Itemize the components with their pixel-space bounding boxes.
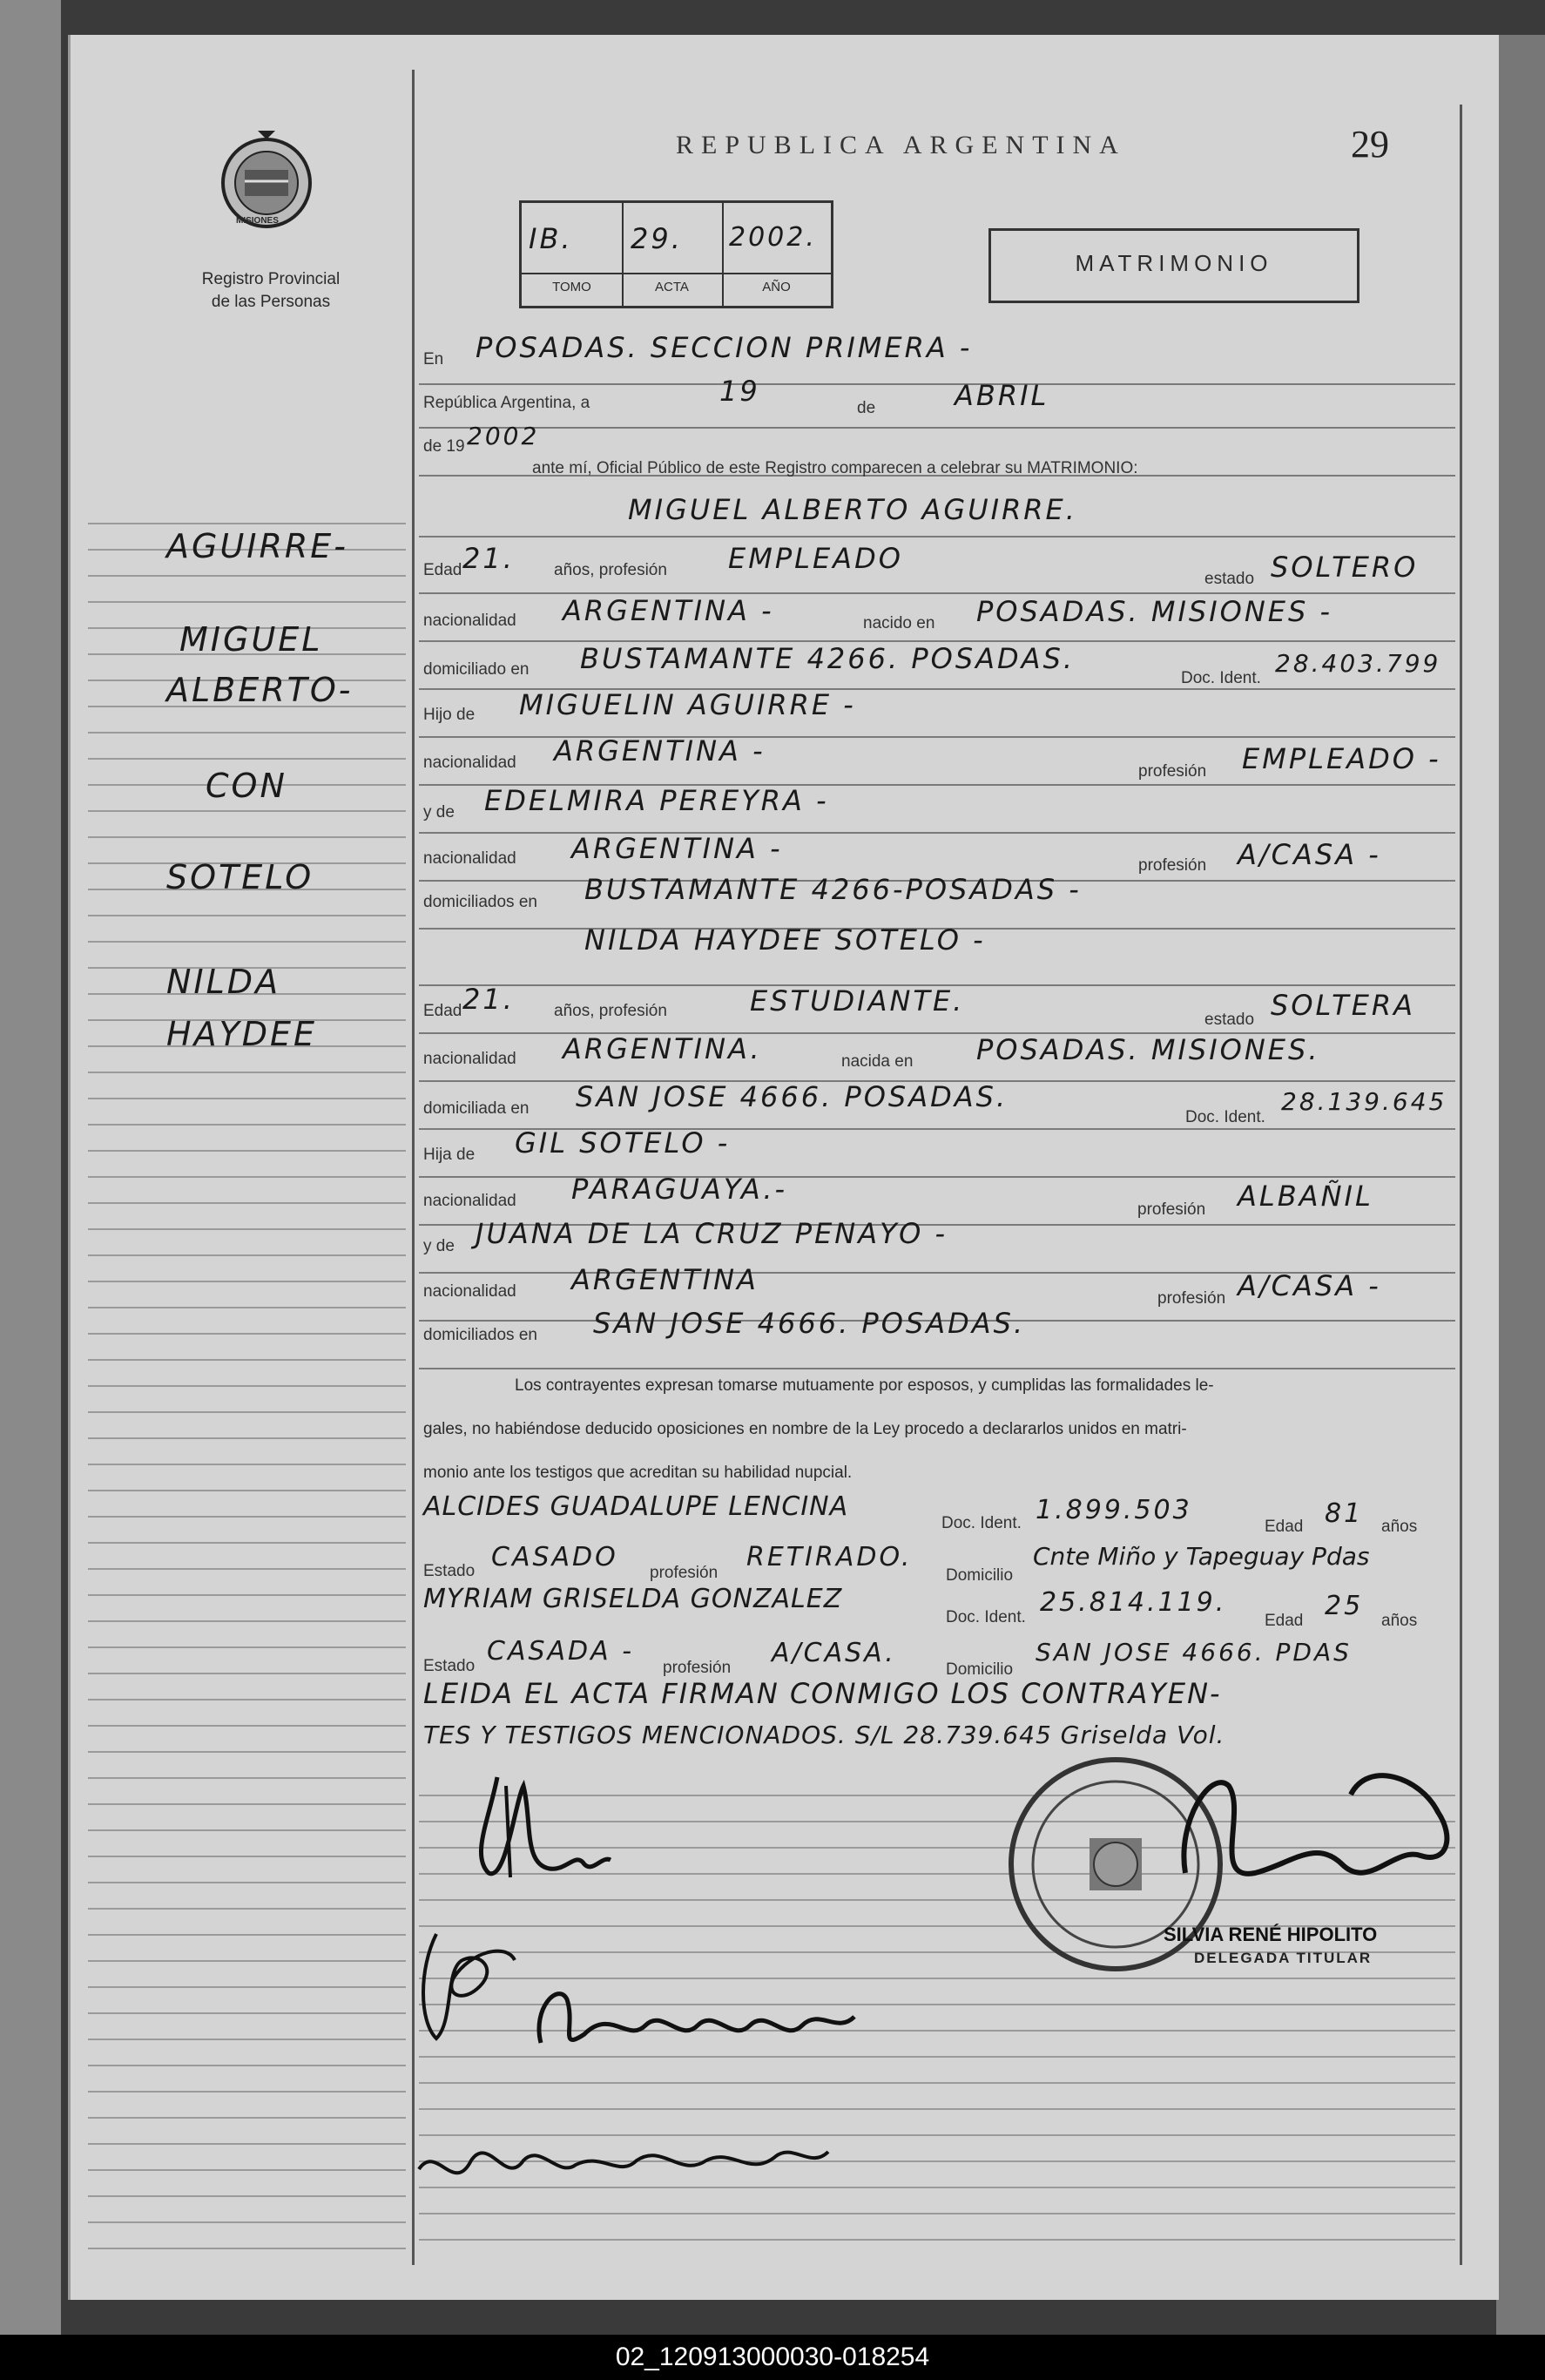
bride-full-name: NILDA HAYDEE SOTELO - <box>584 923 986 957</box>
witness2-label-domicilio: Domicilio <box>946 1660 1014 1679</box>
margin-conjunction: CON <box>206 767 287 805</box>
ruled-line <box>88 1777 406 1779</box>
groom-parents-address: BUSTAMANTE 4266-POSADAS - <box>584 873 1082 906</box>
official-signature <box>1142 1742 1473 1934</box>
bride-label-domiciliados: domiciliados en <box>423 1326 537 1344</box>
bride-birthplace: POSADAS. MISIONES. <box>976 1033 1320 1066</box>
ruled-line <box>88 575 406 577</box>
ruled-line <box>88 1333 406 1335</box>
groom-mother-label-prof: profesión <box>1138 856 1207 875</box>
ano-value: 2002. <box>729 222 817 253</box>
ruled-line <box>88 1490 406 1491</box>
ruled-line <box>88 1359 406 1361</box>
witness2-label-anos: años <box>1381 1612 1418 1630</box>
groom-marital-status: SOLTERO <box>1271 551 1419 584</box>
label-republica: República Argentina, a <box>423 394 590 412</box>
ruled-line <box>88 601 406 603</box>
bride-label-nacida: nacida en <box>841 1052 914 1071</box>
ruled-line <box>88 1699 406 1700</box>
witness1-label-estado: Estado <box>423 1562 476 1580</box>
official-stamp-role: DELEGADA TITULAR <box>1194 1950 1373 1966</box>
bride-doc: 28.139.645 <box>1281 1087 1447 1116</box>
ruled-line <box>88 1281 406 1282</box>
ruled-line <box>88 941 406 943</box>
groom-address: BUSTAMANTE 4266. POSADAS. <box>580 642 1076 675</box>
bride-label-doc: Doc. Ident. <box>1185 1108 1265 1126</box>
bride-label-hija: Hija de <box>423 1146 476 1164</box>
groom-label-doc: Doc. Ident. <box>1181 669 1261 687</box>
bride-marital-status: SOLTERA <box>1271 989 1416 1022</box>
ruled-line <box>88 1646 406 1648</box>
declaration-line2: gales, no habiéndose deducido oposiciones en nombre de la Ley procedo a declararlos unidos en matri- <box>423 1420 1187 1438</box>
bride-label-estado: estado <box>1204 1011 1255 1029</box>
groom-label-domicilio: domiciliado en <box>423 660 530 679</box>
tomo-value: IB. <box>529 222 573 255</box>
groom-father-nationality: ARGENTINA - <box>554 734 766 767</box>
margin-given-bride-1: NILDA <box>166 963 281 1001</box>
ruled-line <box>88 1150 406 1152</box>
bride-label-y-de: y de <box>423 1237 455 1255</box>
signature-groom <box>436 1768 663 1890</box>
ruled-line <box>419 383 1455 385</box>
witness1-label-doc: Doc. Ident. <box>941 1514 1022 1532</box>
ruled-line <box>419 2239 1455 2241</box>
ruled-line <box>88 1934 406 1936</box>
ruled-line <box>88 1098 406 1099</box>
intro-month: ABRIL <box>955 379 1049 412</box>
groom-label-anos: años, profesión <box>554 561 667 579</box>
bride-father-nationality: PARAGUAYA.- <box>571 1173 788 1206</box>
groom-birthplace: POSADAS. MISIONES - <box>976 595 1333 628</box>
bride-mother-nationality: ARGENTINA <box>571 1263 759 1296</box>
ruled-line <box>88 1594 406 1596</box>
groom-mother-nationality: ARGENTINA - <box>571 832 783 865</box>
groom-nationality: ARGENTINA - <box>563 594 774 627</box>
country-heading: REPUBLICA ARGENTINA <box>676 131 1126 159</box>
ruled-line <box>88 1986 406 1988</box>
tomo-label: TOMO <box>552 280 591 294</box>
ruled-line <box>88 732 406 734</box>
ruled-line <box>88 758 406 760</box>
witness2-profession: A/CASA. <box>772 1638 896 1668</box>
label-de: de <box>857 399 876 417</box>
label-de-year: de 19 <box>423 437 465 456</box>
groom-label-edad: Edad <box>423 561 462 579</box>
ruled-line <box>88 1620 406 1622</box>
ruled-line <box>88 1568 406 1570</box>
ruled-line <box>88 2169 406 2171</box>
ruled-line <box>88 1385 406 1387</box>
ruled-line <box>419 2213 1455 2214</box>
witness1-name: ALCIDES GUADALUPE LENCINA <box>423 1491 849 1522</box>
groom-label-estado: estado <box>1204 570 1255 588</box>
signature-witness2 <box>401 2117 837 2213</box>
ruled-line <box>88 2195 406 2197</box>
bride-label-anos: años, profesión <box>554 1002 667 1020</box>
provincial-seal <box>219 131 314 235</box>
ruled-line <box>88 1072 406 1073</box>
seal-caption: MISIONES <box>236 216 279 226</box>
bride-father-profession: ALBAÑIL <box>1238 1180 1373 1213</box>
ruled-line <box>88 810 406 812</box>
groom-doc: 28.403.799 <box>1275 649 1441 678</box>
registry-name-line2: de las Personas <box>211 293 331 311</box>
witness1-label-anos: años <box>1381 1518 1418 1536</box>
groom-father-label-nat: nacionalidad <box>423 754 516 772</box>
groom-label-nacido: nacido en <box>863 614 935 632</box>
ruled-line <box>88 1673 406 1674</box>
image-id-caption: 02_120913000030-018254 <box>615 2343 930 2371</box>
margin-surname-groom: AGUIRRE- <box>166 527 348 565</box>
groom-mother: EDELMIRA PEREYRA - <box>484 784 829 817</box>
witness1-profession: RETIRADO. <box>746 1542 913 1572</box>
ruled-line <box>88 836 406 838</box>
record-type: MATRIMONIO <box>1075 250 1273 276</box>
ruled-line <box>88 1908 406 1910</box>
record-type-box <box>988 228 1359 303</box>
declaration-line3: monio ante los testigos que acreditan su habilidad nupcial. <box>423 1464 853 1482</box>
ruled-line <box>88 1856 406 1857</box>
witness2-name: MYRIAM GRISELDA GONZALEZ <box>423 1584 843 1614</box>
registry-name <box>166 268 375 314</box>
ruled-line <box>419 2082 1455 2084</box>
bride-label-domiciliada: domiciliada en <box>423 1099 530 1118</box>
ruled-line <box>88 2012 406 2014</box>
ruled-line <box>88 1516 406 1518</box>
witness1-label-prof: profesión <box>650 1564 719 1582</box>
ruled-line <box>88 1751 406 1753</box>
witness1-age: 81 <box>1325 1498 1364 1529</box>
witness2-label-edad: Edad <box>1265 1612 1304 1630</box>
groom-label-nacionalidad: nacionalidad <box>423 612 516 630</box>
ruled-line <box>88 2143 406 2145</box>
ruled-line <box>88 1437 406 1439</box>
intro-year: 2002 <box>467 422 540 450</box>
page-edge-shadow <box>1496 35 1545 2335</box>
ruled-line <box>88 1202 406 1204</box>
witness2-doc: 25.814.119. <box>1040 1587 1227 1618</box>
groom-father-label-prof: profesión <box>1138 762 1207 781</box>
intro-ante-text: ante mí, Oficial Público de este Registro comparecen a celebrar su MATRIMONIO: <box>532 459 1138 477</box>
witness1-doc: 1.899.503 <box>1036 1495 1192 1525</box>
ruled-line <box>88 1307 406 1308</box>
bride-label-edad: Edad <box>423 1002 462 1020</box>
closing-line2: TES Y TESTIGOS MENCIONADOS. S/L 28.739.645 Griselda Vol. <box>423 1721 1225 1749</box>
bride-father-label-prof: profesión <box>1137 1200 1206 1219</box>
ruled-line <box>88 1228 406 1230</box>
bride-mother: JUANA DE LA CRUZ PENAYO - <box>476 1217 948 1250</box>
ruled-line <box>88 1829 406 1831</box>
groom-label-hijo: Hijo de <box>423 706 476 724</box>
groom-label-domiciliados: domiciliados en <box>423 893 537 911</box>
intro-place: POSADAS. SECCION PRIMERA - <box>476 331 973 364</box>
signature-witness1 <box>506 1973 872 2069</box>
acta-value: 29. <box>631 222 683 255</box>
bride-mother-label-nat: nacionalidad <box>423 1282 516 1301</box>
bride-age: 21. <box>462 983 515 1016</box>
bride-mother-label-prof: profesión <box>1157 1289 1226 1308</box>
register-page <box>68 35 1499 2300</box>
margin-given-groom-1: MIGUEL <box>179 620 323 659</box>
bride-parents-address: SAN JOSE 4666. POSADAS. <box>593 1307 1026 1340</box>
registry-name-line1: Registro Provincial <box>201 270 341 288</box>
ruled-line <box>88 915 406 916</box>
ruled-line <box>88 1803 406 1805</box>
ruled-line <box>88 1960 406 1962</box>
official-stamp-name: SILVIA RENÉ HIPOLITO <box>1164 1924 1378 1945</box>
ruled-line <box>419 1368 1455 1369</box>
groom-label-y-de: y de <box>423 803 455 822</box>
bride-nationality: ARGENTINA. <box>563 1032 762 1065</box>
bride-father-label-nat: nacionalidad <box>423 1192 516 1210</box>
ruled-line <box>88 1464 406 1465</box>
ruled-line <box>88 1124 406 1126</box>
ruled-line <box>419 536 1455 538</box>
witness1-domicile: Cnte Miño y Tapeguay Pdas <box>1033 1542 1370 1571</box>
witness2-label-estado: Estado <box>423 1657 476 1675</box>
witness2-age: 25 <box>1325 1591 1364 1621</box>
groom-mother-label-nat: nacionalidad <box>423 849 516 868</box>
witness2-label-doc: Doc. Ident. <box>946 1608 1026 1626</box>
seal-icon <box>219 131 314 244</box>
ruled-line <box>419 2108 1455 2110</box>
bride-label-nacionalidad: nacionalidad <box>423 1050 516 1068</box>
bride-mother-profession: A/CASA - <box>1238 1269 1381 1302</box>
ruled-line <box>88 2091 406 2093</box>
ruled-line <box>88 2248 406 2249</box>
witness2-label-prof: profesión <box>663 1659 732 1677</box>
bride-profession: ESTUDIANTE. <box>750 984 965 1018</box>
witness2-estado: CASADA - <box>487 1636 635 1667</box>
groom-profession: EMPLEADO <box>728 542 903 575</box>
closing-line1: LEIDA EL ACTA FIRMAN CONMIGO LOS CONTRAYEN- <box>423 1677 1222 1710</box>
witness2-domicile: SAN JOSE 4666. PDAS <box>1036 1638 1352 1667</box>
declaration-line1: Los contrayentes expresan tomarse mutuamente por esposos, y cumplidas las formalidades le- <box>515 1376 1214 1395</box>
record-number-box <box>519 200 833 308</box>
label-en: En <box>423 350 444 368</box>
ruled-line <box>88 1725 406 1727</box>
ruled-line <box>88 1254 406 1256</box>
ruled-line <box>88 1411 406 1413</box>
witness1-estado: CASADO <box>491 1542 618 1572</box>
intro-day: 19 <box>719 375 760 408</box>
groom-age: 21. <box>462 542 515 575</box>
margin-given-groom-2: ALBERTO- <box>166 671 354 709</box>
ruled-line <box>88 2117 406 2119</box>
ruled-line <box>88 1882 406 1883</box>
groom-father: MIGUELIN AGUIRRE - <box>519 688 856 721</box>
groom-father-profession: EMPLEADO - <box>1242 742 1441 775</box>
right-border <box>1460 105 1462 2265</box>
ruled-line <box>419 427 1455 429</box>
previous-page-edge <box>0 0 61 2335</box>
page-number: 29 <box>1351 123 1389 166</box>
margin-given-bride-2: HAYDEE <box>166 1015 318 1053</box>
bride-address: SAN JOSE 4666. POSADAS. <box>576 1080 1009 1113</box>
bride-father: GIL SOTELO - <box>515 1126 731 1160</box>
ruled-line <box>88 2065 406 2066</box>
groom-full-name: MIGUEL ALBERTO AGUIRRE. <box>628 493 1077 526</box>
ruled-line <box>88 523 406 524</box>
witness1-label-edad: Edad <box>1265 1518 1304 1536</box>
acta-label: ACTA <box>655 280 689 294</box>
margin-surname-bride: SOTELO <box>166 858 314 896</box>
ano-label: AÑO <box>762 280 791 294</box>
groom-mother-profession: A/CASA - <box>1238 838 1381 871</box>
ruled-line <box>88 1542 406 1544</box>
witness1-label-domicilio: Domicilio <box>946 1566 1014 1585</box>
ruled-line <box>88 1176 406 1178</box>
ruled-line <box>88 2221 406 2223</box>
ruled-line <box>88 2039 406 2040</box>
